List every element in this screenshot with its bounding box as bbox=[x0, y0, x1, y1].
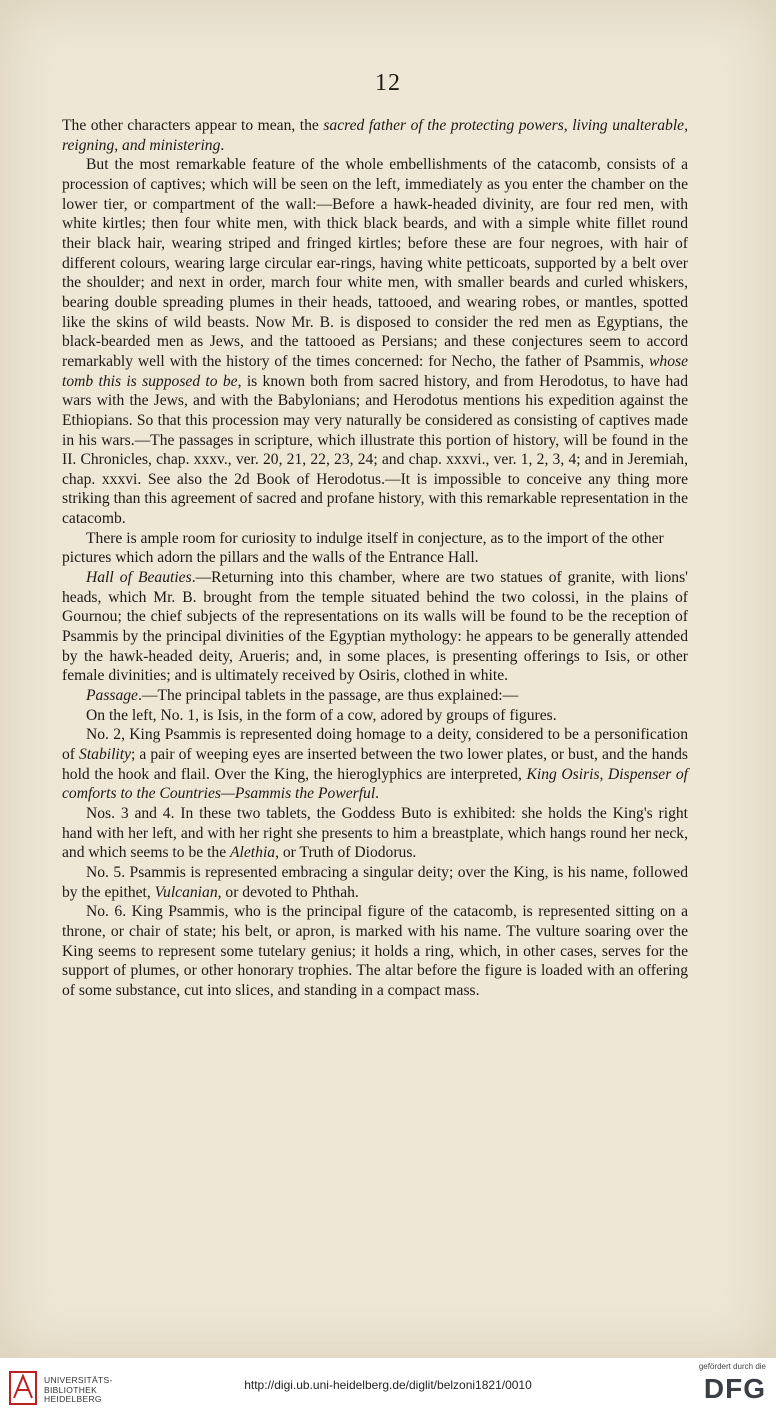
page-number: 12 bbox=[375, 70, 401, 96]
text-run: No. 5. Psammis is represented embracing a singular deity; over the King, is his name, followed by the epithet, bbox=[62, 863, 688, 901]
paragraph bbox=[62, 529, 688, 568]
italic-text: Hall of Beauties bbox=[86, 569, 192, 587]
text-run: . bbox=[220, 136, 225, 154]
text-run: No. 6. King Psammis, who is the principal figure of the catacomb, is represented sitting on a throne, or chair of state; his belt, or apron, is marked with his name. The vulture soaring over the King seems to represent some tutelary genius; it holds a ring, which, in other cases, serves for the support of plumes, or other honorary trophies. The altar before the figure is loaded with an offering of some substance, cut into slices, and standing in a compact mass. bbox=[62, 903, 688, 999]
italic-text: Alethia bbox=[230, 844, 276, 862]
text-run: No. 2, King Psammis is represented doing homage to a deity, considered to be a personification of bbox=[62, 726, 688, 763]
library-name: UNIVERSITÄTS- BIBLIOTHEK HEIDELBERG bbox=[44, 1375, 113, 1404]
italic-text: whose tomb this is supposed to be bbox=[62, 352, 688, 390]
funder-logo[interactable] bbox=[686, 1362, 766, 1414]
paragraph bbox=[62, 686, 688, 706]
paragraph bbox=[62, 706, 688, 726]
paragraph bbox=[62, 116, 688, 155]
viewer-footer bbox=[0, 1358, 776, 1416]
text-run: , or Truth of Diodorus. bbox=[275, 844, 417, 862]
text-run: ; a pair of weeping eyes are inserted between the two lower plates, or bust, and the hands hold the hook and flail. Over the King, the hieroglyphics are interpreted, bbox=[62, 746, 688, 783]
paragraph bbox=[62, 902, 688, 1000]
paragraph bbox=[62, 155, 688, 528]
italic-text: Passage bbox=[86, 687, 138, 705]
text-run: , or devoted to Phthah. bbox=[217, 883, 359, 901]
text-run: On the left, No. 1, is Isis, in the form of a cow, adored by groups of figures. bbox=[86, 706, 557, 724]
funding-note: gefördert durch die bbox=[698, 1362, 766, 1371]
text-run: Nos. 3 and 4. In these two tablets, the Goddess Buto is exhibited: she holds the King's right hand with her left, and with her right she presents to him a breastplate, which hangs round her neck, and which seems to be the bbox=[62, 804, 688, 862]
paragraph bbox=[62, 804, 688, 863]
dfg-logo: DFG bbox=[703, 1373, 766, 1404]
text-run: There is ample room for curiosity to indulge itself in conjecture, as to the import of the other pictures which adorn the pillars and the walls of the Entrance Hall. bbox=[62, 529, 664, 567]
italic-text: King Osiris, Dispenser of comforts to the Countries—Psammis the Powerful bbox=[62, 765, 689, 803]
italic-text: sacred father of the protecting powers, living unalterable, reigning, and ministering bbox=[62, 117, 688, 154]
italic-text: Stability bbox=[79, 746, 132, 763]
text-run: The other characters appear to mean, the bbox=[62, 117, 324, 134]
text-run: .—The principal tablets in the passage, are thus explained:— bbox=[137, 687, 519, 705]
text-run: .—Returning into this chamber, where are two statues of granite, with lions' heads, which Mr. B. brought from the temple situated behind the two colossi, in the plains of Gournou; the chief subjects of the representations on its walls will be found to be the reception of Psammis by the principal divinities of the Egyptian mythology: he appears to be generally attended by the hawk-headed deity, Arueris; and, in some places, is presenting offerings to Isis, or other female divinities; and is ultimately received by Osiris, clothed in white. bbox=[62, 569, 688, 685]
text-run: , is known both from sacred history, and from Herodotus, to have had wars with the Jews, and with the Babylonians; and Herodotus mentions his expedition against the Ethiopians. So that this procession may very naturally be considered as consisting of captives made in his wars.—The passages in scripture, which illustrate this portion of history, will be found in the II. Chronicles, chap. xxxv., ver. 20, 21, 22, 23, 24; and chap. xxxvi., ver. 1, 2, 3, 4; and in Jeremiah, chap. xxxvi. See also the 2d Book of Herodotus.—It is impossible to conceive any thing more striking than this agreement of sacred and profane history, with this remarkable representation in the catacomb. bbox=[62, 372, 688, 528]
permalink-url[interactable]: http://digi.ub.uni-heidelberg.de/diglit/belzoni1821/0010 bbox=[244, 1378, 532, 1392]
text-run: But the most remarkable feature of the whole embellishments of the catacomb, consists of a procession of captives; which will be seen on the left, immediately as you enter the chamber on the lower tier, or compartment of the wall:—Before a hawk-headed divinity, are four red men, with white kirtles; then four white men, with thick black beards, and with a simple white fillet round their black hair, wearing striped and fringed kirtles; before these are four negroes, with hair of different colours, wearing large circular ear-rings, having white petticoats, supported by a belt over the shoulder; and next in order, march four white men, with smaller beards and curled whiskers, bearing double spreading plumes in their heads, tattooed, and wearing robes, or mantles, spotted like the skins of wild beasts. Now Mr. B. is disposed to consider the red men as Egyptians, the black-bearded men as Jews, and the tattooed as Persians; and these conjectures seem to accord remarkably well with the history of the times concerned: for Necho, the father of Psammis, bbox=[62, 156, 688, 370]
italic-text: Vulcanian bbox=[154, 883, 218, 901]
paragraph bbox=[62, 568, 688, 686]
text-run: . bbox=[375, 785, 380, 803]
paragraph bbox=[62, 863, 688, 902]
paragraph bbox=[62, 725, 688, 804]
body-text bbox=[62, 116, 688, 1001]
